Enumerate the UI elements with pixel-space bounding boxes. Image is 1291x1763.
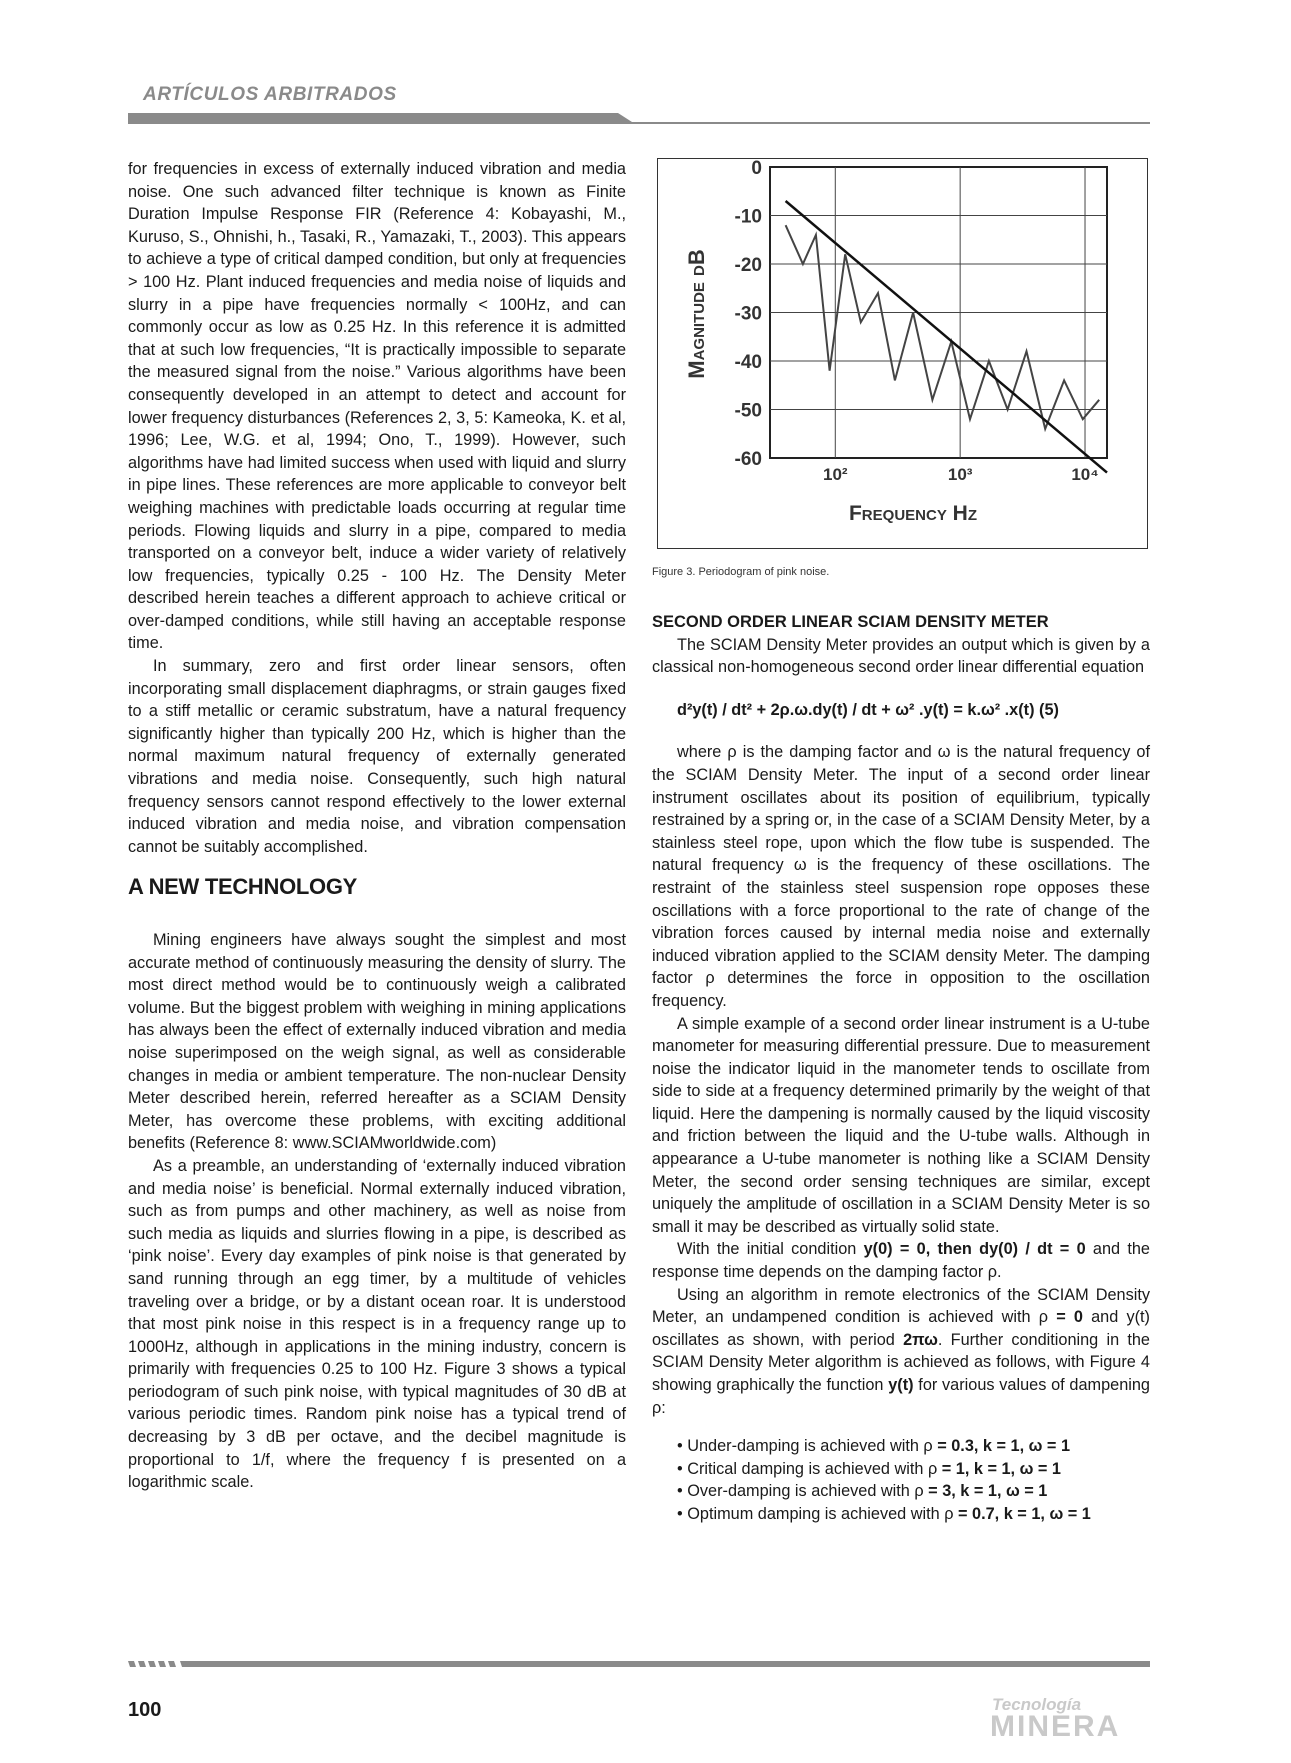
noise-series-line: [786, 225, 1100, 429]
equation-5: d²y(t) / dt² + 2ρ.ω.dy(t) / dt + ω² .y(t) = k.ω² .x(t) (5): [677, 700, 1059, 719]
x-tick-label: 10²: [822, 465, 848, 484]
text-run: Under-damping is achieved with ρ: [687, 1437, 938, 1456]
x-axis-label: Frequency Hz: [848, 502, 978, 525]
text-run: Using an algorithm in remote electronics of the SCIAM Density Meter, an undampened condition is achieved with ρ: [652, 1285, 1150, 1327]
paragraph: for frequencies in excess of externally induced vibration and media noise. One such advanced filter technique is known as Finite Duration Impulse Response FIR (Reference 4: Kobayashi, M., Kuruso, S., Ohnishi, h., Tasaki, R., Yamazaki, T., 2003). This appears to achieve a type of critical damped condition, but only at frequencies > 100 Hz. Plant induced frequencies and media noise of liquids and slurry in a pipe have frequencies normally < 100Hz, and can commonly occur as low as 0.25 Hz. In this reference it is admitted that at such low frequencies, “It is practically impossible to separate the measured signal from the noise.” Various algorithms have been consequently developed in an attempt to detect and account for lower frequency disturbances (References 2, 3, 5: Kameoka, K. et al, 1996; Lee, W.G. et al, 1994; Ono, T., 1999). However, such algorithms have had limited success when used with liquid and slurry in pipe lines. These references are more applicable to conveyor belt weighing machines with predictable loads occurring at regular time periods. Flowing liquids and slurry in a pipe, compared to media transported on a conveyor belt, induce a wider variety of relatively low frequencies, typically 0.25 - 100 Hz. The Density Meter described herein teaches a different approach to achieve critical or over-damped conditions, while still having an acceptable response time.: [128, 160, 626, 653]
page-number: 100: [128, 1699, 162, 1721]
paragraph: As a preamble, an understanding of ‘externally induced vibration and media noise’ is beneficial. Normal externally induced vibration, such as from pumps and other machinery, as well as noise from such media as liquids and slurries flowing in a pipe, is described as ‘pink noise’. Every day examples of pink noise is that generated by sand running through an egg timer, by a multitude of vehicles traveling over a bridge, or by a distant ocean roar. It is understood that most pink noise in this respect is in a frequency range up to 1000Hz, although in applications in the mining industry, concern is primarily with frequencies 0.25 to 100 Hz. Figure 3 shows a typical periodogram of such pink noise, with typical magnitudes of 30 dB at various periodic times. Random pink noise has a typical trend of decreasing by 3 dB per octave, and the decibel magnitude is proportional to 1/f, where the frequency f is presented on a logarithmic scale.: [128, 1156, 626, 1492]
header-rule: [128, 113, 1150, 127]
text-run: Over-damping is achieved with ρ: [687, 1482, 929, 1501]
tecnologia-minera-logo: [988, 1694, 1154, 1740]
x-tick-label: 10³: [947, 465, 973, 484]
y-tick-labels: [735, 159, 762, 470]
paragraph: where ρ is the damping factor and ω is the natural frequency of the SCIAM Density Meter. The input of a second order linear instrument oscillates about its position of equilibrium, typically restrained by a spring or, in the case of a SCIAM Density Meter, by a stainless steel rope, upon which the flow tube is suspended. The natural frequency ω is the frequency of these oscillations. The restraint of the stainless steel suspension rope opposes these oscillations with a force proportional to the rate of change of the vibration forces caused by internal media noise and externally induced vibration applied to the SCIAM density Meter. The damping factor ρ determines the force in opposition to the oscillation frequency.: [652, 743, 1150, 1010]
y-tick-label: -30: [734, 303, 762, 325]
periodogram-chart: [658, 159, 1147, 548]
y-axis-label: Magnitude dB: [684, 249, 709, 379]
y-tick-label: -50: [734, 400, 762, 422]
text-run: . Further conditioning in the SCIAM Density Meter algorithm is achieved as follows, with Figure 4 showing graphically the function: [652, 1330, 1150, 1394]
list-item: [677, 1480, 1150, 1503]
bold-run: = 0: [1056, 1308, 1083, 1327]
chart-series: [786, 201, 1107, 473]
paragraph: [652, 1284, 1150, 1420]
text-run: Optimum damping is achieved with ρ: [687, 1504, 959, 1523]
figure-3: [657, 158, 1148, 549]
y-tick-label: -60: [734, 449, 762, 470]
bold-run: y(0) = 0, then dy(0) / dt = 0: [863, 1240, 1086, 1259]
y-tick-label: -10: [734, 206, 762, 228]
right-column: [652, 611, 1150, 1526]
logo-bottom-text: MINERA: [990, 1710, 1121, 1740]
section-subheading: SECOND ORDER LINEAR SCIAM DENSITY METER: [652, 613, 1049, 631]
list-item: [677, 1458, 1150, 1481]
x-tick-labels: [823, 465, 1099, 484]
list-item: [677, 1503, 1150, 1526]
list-item: [677, 1435, 1150, 1458]
bold-run: = 0.7, k = 1, ω = 1: [958, 1504, 1091, 1523]
y-tick-label: 0: [751, 159, 762, 179]
text-run: and the response time depends on the damping factor ρ.: [652, 1240, 1150, 1282]
damping-list: [677, 1435, 1150, 1525]
paragraph: A simple example of a second order linear instrument is a U-tube manometer for measuring differential pressure. Due to measurement noise the indicator liquid in the manometer tends to oscillate from side to side at a frequency determined primarily by the weight of that liquid. Here the dampening is normally caused by the liquid viscosity and friction between the liquid and the U-tube walls. Although in appearance a U-tube manometer is nothing like a SCIAM Density Meter, the second order sensing techniques are similar, except uniquely the amplitude of oscillation in a SCIAM Density Meter is so small it may be described as virtually solid state.: [652, 1014, 1150, 1236]
x-tick-label: 10⁴: [1071, 465, 1099, 484]
text-run: Critical damping is achieved with ρ: [687, 1459, 942, 1478]
left-column: [128, 158, 626, 1494]
paragraph: Mining engineers have always sought the simplest and most accurate method of continuously measuring the density of slurry. The most direct method would be to continuously weigh a calibrated volume. But the biggest problem with weighing in mining applications has always been the effect of externally induced vibration and media noise superimposed on the weigh signal, as well as considerable changes in media or ambient temperature. The non-nuclear Density Meter described herein, referred hereafter as a SCIAM Density Meter, has overcome these problems, with exciting additional benefits (Reference 8: www.SCIAMworldwide.com): [128, 931, 626, 1153]
text-run: for various values of dampening ρ:: [652, 1376, 1150, 1417]
y-tick-label: -20: [734, 255, 762, 276]
footer-rule: [128, 1659, 1150, 1669]
bold-run: 2πω: [903, 1330, 938, 1349]
bold-run: = 3, k = 1, ω = 1: [928, 1482, 1048, 1501]
running-header: ARTÍCULOS ARBITRADOS: [143, 84, 397, 105]
bold-run: = 0.3, k = 1, ω = 1: [937, 1437, 1071, 1456]
bold-run: y(t): [888, 1376, 914, 1394]
section-heading: A NEW TECHNOLOGY: [128, 874, 358, 900]
text-run: and y(t) oscillates as shown, with period: [652, 1308, 1150, 1349]
figure-caption: Figure 3. Periodogram of pink noise.: [652, 566, 830, 578]
paragraph: [652, 1238, 1150, 1283]
bold-run: = 1, k = 1, ω = 1: [941, 1459, 1061, 1478]
y-tick-label: -40: [734, 352, 762, 373]
paragraph: The SCIAM Density Meter provides an output which is given by a classical non-homogeneous second order linear differential equation: [652, 635, 1150, 677]
text-run: With the initial condition: [677, 1240, 864, 1259]
logo-top-text: Tecnología: [992, 1695, 1082, 1714]
chart-grid: [770, 167, 1107, 458]
paragraph: In summary, zero and first order linear sensors, often incorporating small displacement diaphragms, or strain gauges fixed to a stiff metallic or ceramic substratum, have a natural frequency significantly higher than typically 200 Hz, which is higher than the normal maximum natural frequency of externally generated vibrations and media noise. Consequently, such high natural frequency sensors cannot respond effectively to the lower external induced vibration and media noise, and vibration compensation cannot be suitably accomplished.: [128, 657, 626, 856]
